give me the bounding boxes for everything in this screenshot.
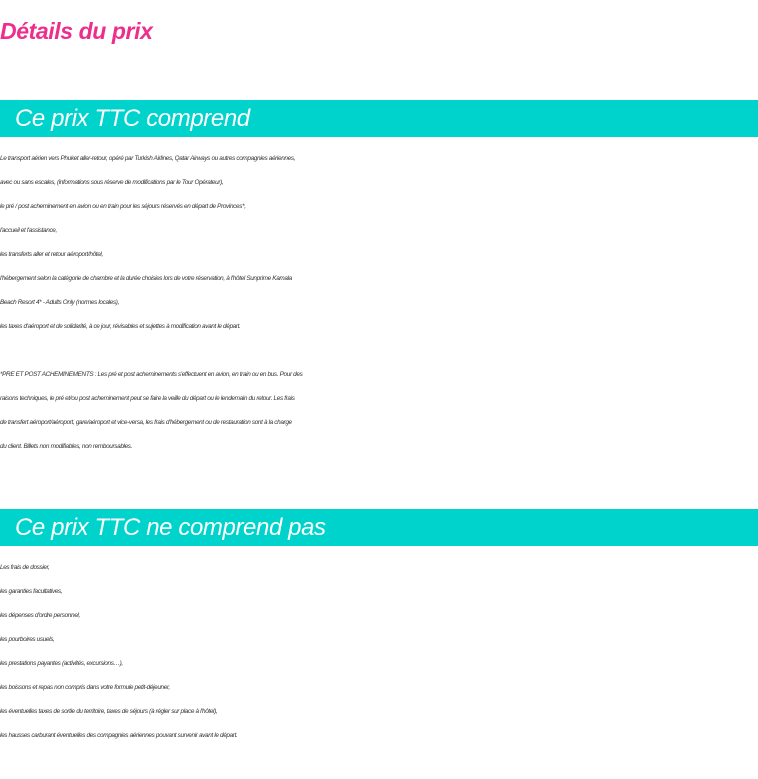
excluded-item: les dépenses d'ordre personnel, xyxy=(0,612,80,619)
note-line: du client. Billets non modifiables, non remboursables. xyxy=(0,443,133,450)
excluded-item: les hausses carburant éventuelles des compagnies aériennes pouvant survenir avant le départ. xyxy=(0,732,238,739)
included-item: les taxes d'aéroport et de solidarité, à ce jour, révisables et sujettes à modification avant le départ. xyxy=(0,323,241,330)
included-item: le pré / post acheminement en avion ou en train pour les séjours réservés en départ de Provinces*, xyxy=(0,203,246,210)
excluded-item: Les frais de dossier, xyxy=(0,564,50,571)
included-item: avec ou sans escales, (informations sous réserve de modifications par le Tour Opérateur), xyxy=(0,179,224,186)
excluded-item: les éventuelles taxes de sortie du territoire, taxes de séjours (à régler sur place à l'hôtel), xyxy=(0,708,218,715)
page-title: Détails du prix xyxy=(0,18,153,44)
included-item: Beach Resort 4* - Adults Only (normes locales), xyxy=(0,299,119,306)
excluded-item: les garanties facultatives, xyxy=(0,588,63,595)
excluded-item: les pourboires usuels, xyxy=(0,636,55,643)
included-list xyxy=(0,147,758,459)
included-item: Le transport aérien vers Phuket aller-retour, opéré par Turkish Airlines, Qatar Airways ou autres compagnies aériennes, xyxy=(0,155,296,162)
excluded-list xyxy=(0,556,758,748)
excluded-item: les prestations payantes (activités, excursions…), xyxy=(0,660,123,667)
note-line: de transfert aéroport/aéroport, gare/aéroport et vice-versa, les frais d'hébergement ou de restauration sont à la charge xyxy=(0,419,292,426)
included-item: l'accueil et l'assistance, xyxy=(0,227,57,234)
note-line: raisons techniques, le pré et/ou post acheminement peut se faire la veille du départ ou le lendemain du retour. Les frais xyxy=(0,395,295,402)
paragraph-gap xyxy=(0,339,758,363)
included-item: l'hébergement selon la catégorie de chambre et la durée choisies lors de votre réservation, à l'hôtel Sunprime Kamala xyxy=(0,275,292,282)
excluded-item: les boissons et repas non compris dans votre formule petit-déjeuner, xyxy=(0,684,170,691)
included-header: Ce prix TTC comprend xyxy=(0,100,758,137)
included-item: les transferts aller et retour aéroport/hôtel, xyxy=(0,251,103,258)
note-line: *PRE ET POST ACHEMINEMENTS : Les pré et post acheminements s'effectuent en avion, en train ou en bus. Pour des xyxy=(0,371,303,378)
acheminement-note xyxy=(0,363,758,459)
excluded-header: Ce prix TTC ne comprend pas xyxy=(0,509,758,546)
